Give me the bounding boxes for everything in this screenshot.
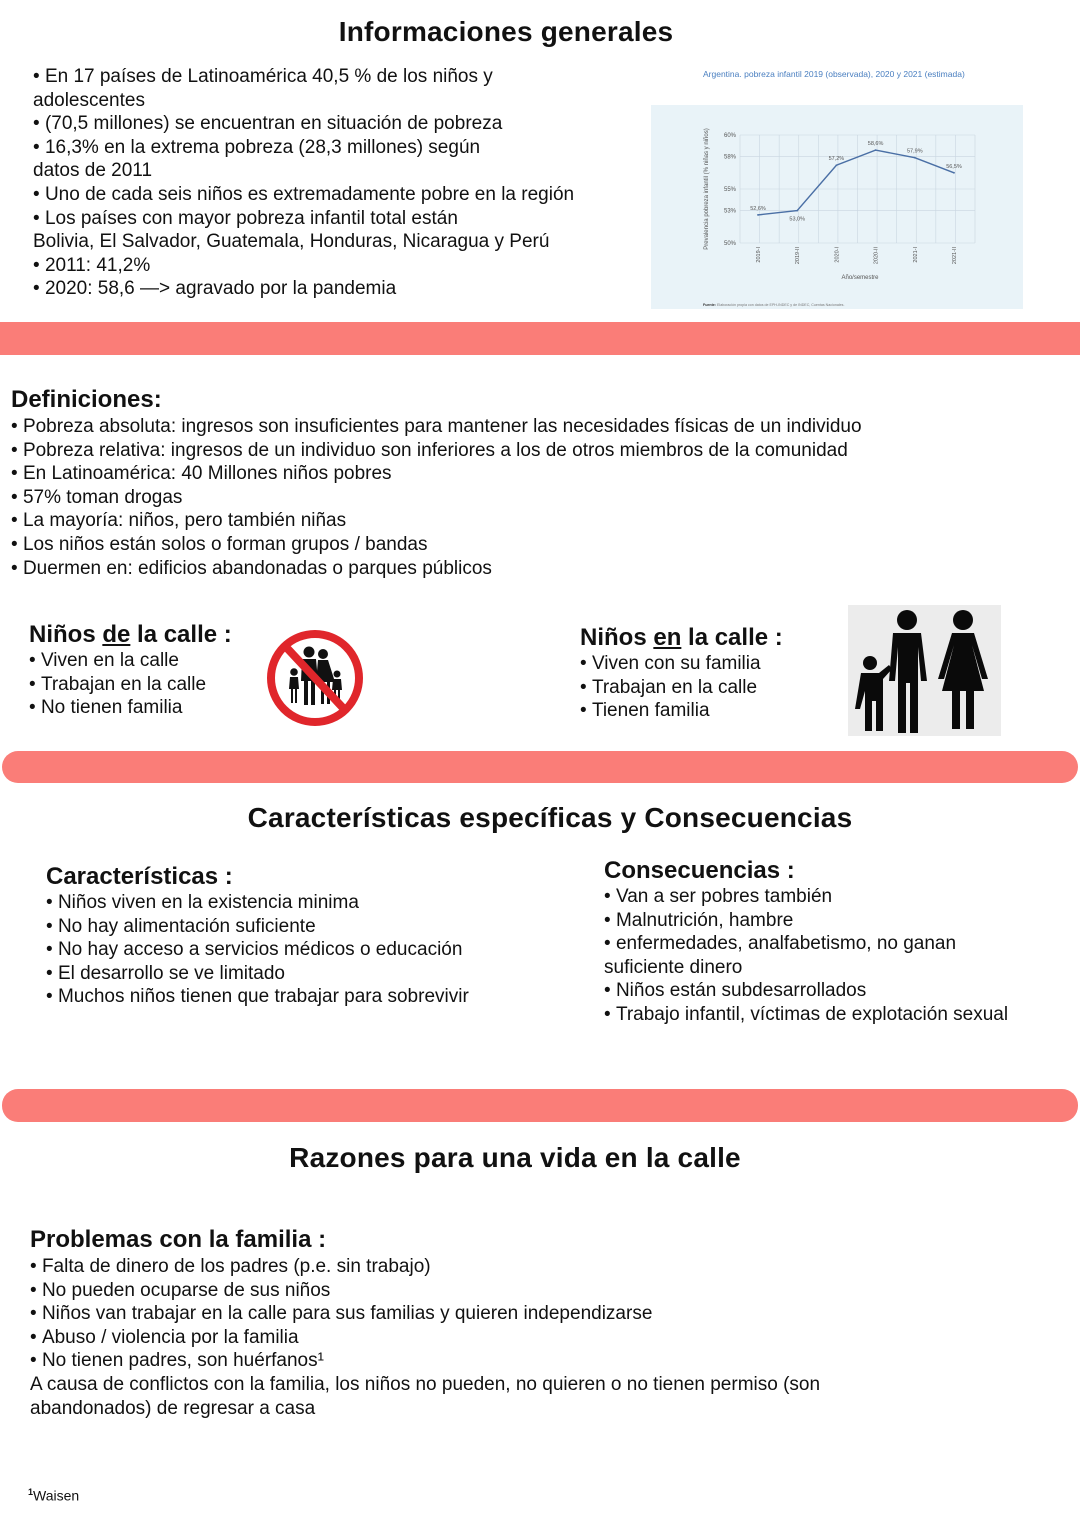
consecuencias-list — [604, 885, 1074, 1027]
list-item: • Falta de dinero de los padres (p.e. sin trabajo) — [30, 1255, 1030, 1279]
section-title-informaciones: Informaciones generales — [338, 16, 674, 47]
x-tick-label: 2020-I — [834, 247, 841, 263]
list-item: • Pobreza absoluta: ingresos son insuficientes para mantener las necesidades físicas de un individuo — [11, 415, 1071, 439]
list-item: datos de 2011 — [33, 160, 153, 182]
line-chart-svg — [651, 105, 1023, 309]
list-item: • Abuso / violencia por la familia — [30, 1326, 1030, 1350]
data-label: 57,9% — [906, 148, 923, 155]
list-item: • Pobreza relativa: ingresos de un individuo son inferiores a los de otros miembros de la comunidad — [11, 439, 1071, 463]
list-item: • Niños están subdesarrollados — [604, 979, 1074, 1003]
ninos-en-la-calle-list — [580, 652, 830, 723]
list-item: • enfermedades, analfabetismo, no ganan — [604, 932, 1074, 956]
data-label: 52,6% — [750, 205, 766, 212]
chart-source-label: Fuente: — [703, 303, 716, 307]
list-item: • 2020: 58,6 —> agravado por la pandemia — [33, 277, 633, 301]
y-tick-label: 58% — [723, 154, 736, 161]
conflictos-paragraph: A causa de conflictos con la familia, los niños no pueden, no quieren o no tienen permiso (son abandonados) de regresar a casa — [30, 1374, 821, 1419]
list-item: • Van a ser pobres también — [604, 885, 1074, 909]
data-label: 57,2% — [828, 156, 845, 163]
ninos-de-la-calle-heading: Niños de la calle : — [29, 621, 232, 648]
list-item: suficiente dinero — [604, 956, 743, 978]
data-point — [914, 157, 916, 159]
y-tick-label: 50% — [723, 241, 736, 247]
problemas-familia-list — [30, 1255, 1030, 1373]
list-item: • Uno de cada seis niños es extremadamente pobre en la región — [33, 183, 633, 207]
ninos-en-la-calle-heading: Niños en la calle : — [580, 624, 783, 651]
list-item: • Duermen en: edificios abandonadas o parques públicos — [11, 557, 1071, 581]
list-item: • No tienen padres, son huérfanos¹ — [30, 1349, 1030, 1373]
list-item: • No pueden ocuparse de sus niños — [30, 1279, 1030, 1303]
list-item: • Tienen familia — [580, 699, 830, 723]
poverty-chart — [651, 105, 1023, 309]
divider-band-3 — [2, 1089, 1078, 1122]
list-item: • No hay acceso a servicios médicos o educación — [46, 938, 566, 962]
list-item: • Viven con su familia — [580, 652, 830, 676]
x-axis-label: Año/semestre — [841, 275, 879, 281]
list-item: • Viven en la calle — [29, 649, 259, 673]
list-item: • Trabajo infantil, víctimas de explotación sexual — [604, 1003, 1074, 1027]
list-item: Bolivia, El Salvador, Guatemala, Honduras, Nicaragua y Perú — [33, 231, 550, 253]
list-item: • No hay alimentación suficiente — [46, 915, 566, 939]
list-item: • Los países con mayor pobreza infantil total están — [33, 207, 633, 231]
general-info-list — [33, 65, 633, 301]
series-line — [758, 150, 954, 215]
data-point — [796, 210, 798, 212]
y-tick-label: 53% — [723, 208, 736, 215]
data-label: 56,5% — [946, 163, 962, 170]
list-item: • Muchos niños tienen que trabajar para sobrevivir — [46, 985, 566, 1009]
family-icon — [848, 605, 1001, 736]
chart-source: Elaboración propia con datos de EPH-INDEC y de INDEC, Cuentas Nacionales. — [717, 303, 845, 307]
x-tick-label: 2020-II — [873, 247, 880, 265]
y-tick-label: 55% — [723, 187, 736, 193]
data-point — [953, 172, 955, 174]
chart-caption: Argentina. pobreza infantil 2019 (observada), 2020 y 2021 (estimada) — [703, 69, 965, 79]
data-point — [875, 149, 877, 151]
x-tick-label: 2019-I — [756, 247, 762, 263]
y-tick-label: 60% — [723, 133, 736, 139]
list-item: • Trabajan en la calle — [580, 676, 830, 700]
list-item: • 57% toman drogas — [11, 486, 1071, 510]
list-item: • Niños van trabajar en la calle para sus familias y quieren independizarse — [30, 1302, 1030, 1326]
definiciones-list — [11, 415, 1071, 580]
list-item: • Trabajan en la calle — [29, 673, 259, 697]
list-item: • No tienen familia — [29, 696, 259, 720]
list-item: • En Latinoamérica: 40 Millones niños pobres — [11, 462, 1071, 486]
list-item: • Niños viven en la existencia minima — [46, 891, 566, 915]
list-item: • El desarrollo se ve limitado — [46, 962, 566, 986]
ninos-de-la-calle-list — [29, 649, 259, 720]
y-axis-label: Prevalencia pobreza infantil (% niñas y niños) — [704, 128, 710, 250]
list-item: • En 17 países de Latinoamérica 40,5 % de los niños y — [33, 65, 633, 89]
divider-band-2 — [2, 751, 1078, 783]
section-title-caracteristicas: Características específicas y Consecuencias — [247, 802, 853, 833]
x-tick-label: 2021-II — [952, 247, 958, 265]
footnote: $^1$Waisen — [28, 1487, 80, 1504]
list-item: adolescentes — [33, 89, 145, 111]
x-tick-label: 2019-II — [795, 247, 802, 265]
x-tick-label: 2021-I — [912, 247, 919, 263]
data-point — [757, 214, 759, 216]
data-label: 53,0% — [789, 216, 806, 223]
definiciones-heading: Definiciones: — [11, 386, 162, 413]
data-label: 58,6% — [867, 141, 884, 148]
list-item: • La mayoría: niños, pero también niñas — [11, 509, 1071, 533]
list-item: • 16,3% en la extrema pobreza (28,3 millones) según — [33, 136, 633, 160]
problemas-familia-heading: Problemas con la familia : — [30, 1226, 327, 1253]
list-item: • Malnutrición, hambre — [604, 909, 1074, 933]
caracteristicas-list — [46, 891, 566, 1009]
no-family-sign-icon — [264, 628, 366, 728]
list-item: • Los niños están solos o forman grupos / bandas — [11, 533, 1071, 557]
list-item: • 2011: 41,2% — [33, 254, 633, 278]
consecuencias-heading: Consecuencias : — [604, 857, 795, 884]
data-point — [836, 164, 838, 166]
divider-band-1 — [0, 322, 1080, 355]
list-item: • (70,5 millones) se encuentran en situación de pobreza — [33, 112, 633, 136]
caracteristicas-heading: Características : — [46, 863, 233, 890]
section-title-razones: Razones para una vida en la calle — [289, 1142, 741, 1173]
